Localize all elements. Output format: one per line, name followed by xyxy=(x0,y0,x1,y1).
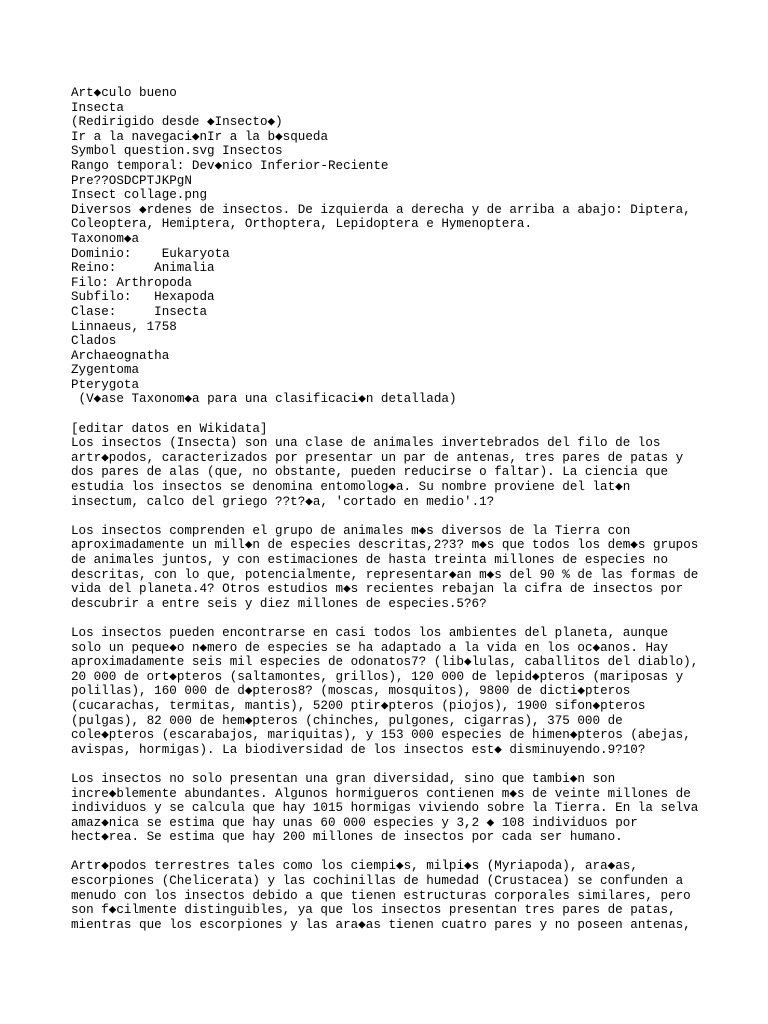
paragraph xyxy=(71,422,748,510)
paragraph-line: mientras que los escorpiones y las ara◆as tienen cuatro pares y no poseen antenas, xyxy=(71,917,691,932)
paragraph-line: Los insectos (Insecta) son una clase de animales invertebrados del filo de los xyxy=(71,436,661,451)
header-line: Zygentoma xyxy=(71,363,140,378)
article-body xyxy=(71,422,748,933)
paragraph-line: aproximadamente un mill◆n de especies descritas,2?3? m◆s que todos los dem◆s grupos xyxy=(71,538,699,553)
paragraph-line: hect◆rea. Se estima que hay 200 millones de insectos por cada ser humano. xyxy=(71,830,623,845)
paragraph-line: incre◆blemente abundantes. Algunos hormigueros contienen m◆s de veinte millones de xyxy=(71,786,691,801)
header-line: Clase: Insecta xyxy=(71,304,208,319)
paragraph-line: descritas, con lo que, potencialmente, representar◆an m◆s del 90 % de las formas de xyxy=(71,567,699,582)
paragraph xyxy=(71,859,748,932)
paragraph-line: (pulgas), 82 000 de hem◆pteros (chinches, pulgones, cigarras), 375 000 de xyxy=(71,713,623,728)
paragraph-line: individuos y se calcula que hay 1015 hormigas viviendo sobre la Tierra. En la selva xyxy=(71,801,699,816)
paragraph-line: descubrir a entre seis y diez millones de especies.5?6? xyxy=(71,596,487,611)
header-line: (V◆ase Taxonom◆a para una clasificaci◆n detallada) xyxy=(71,392,457,407)
header-line: Archaeognatha xyxy=(71,348,170,363)
paragraph-line: Los insectos pueden encontrarse en casi todos los ambientes del planeta, aunque xyxy=(71,625,669,640)
header-line: Rango temporal: Dev◆nico Inferior-Reciente xyxy=(71,158,389,173)
header-line: Art◆culo bueno xyxy=(71,86,177,100)
header-line: Diversos ◆rdenes de insectos. De izquierda a derecha y de arriba a abajo: Diptera, xyxy=(71,202,691,217)
paragraph-line: (cucarachas, termitas, mantis), 5200 ptir◆pteros (piojos), 1900 sifon◆pteros xyxy=(71,698,646,713)
paragraph-line: vida del planeta.4? Otros estudios m◆s recientes rebajan la cifra de insectos por xyxy=(71,582,684,597)
paragraph-line: son f◆cilmente distinguibles, ya que los insectos presentan tres pares de patas, xyxy=(71,903,676,918)
paragraph xyxy=(71,772,748,845)
paragraph-line: menudo con los insectos debido a que tienen estructuras corporales similares, pero xyxy=(71,888,691,903)
header-line: Clados xyxy=(71,334,117,349)
header-line: Reino: Animalia xyxy=(71,261,215,276)
paragraph-line: insectum, calco del griego ??t?◆a, 'cortado en medio'.1? xyxy=(71,494,495,509)
paragraph-line: Artr◆podos terrestres tales como los ciempi◆s, milpi◆s (Myriapoda), ara◆as, xyxy=(71,859,638,874)
header-line: Pterygota xyxy=(71,377,140,392)
paragraph-line: cole◆pteros (escarabajos, mariquitas), y 153 000 especies de himen◆pteros (abejas, xyxy=(71,728,691,743)
paragraph-line: Los insectos no solo presentan una gran diversidad, sino que tambi◆n son xyxy=(71,771,616,786)
paragraph xyxy=(71,524,748,612)
paragraph-line: 20 000 de ort◆pteros (saltamontes, grillos), 120 000 de lepid◆pteros (mariposas y xyxy=(71,669,684,684)
article-header xyxy=(71,86,748,407)
paragraph-line: de animales juntos, y con estimaciones de hasta treinta millones de especies no xyxy=(71,553,669,567)
paragraph-line: dos pares de alas (que, no obstante, pueden reducirse o faltar). La ciencia que xyxy=(71,465,669,480)
paragraph-line: aproximadamente seis mil especies de odonatos7? (lib◆lulas, caballitos del diablo), xyxy=(71,655,699,670)
paragraph-line: polillas), 160 000 de d◆pteros8? (moscas, mosquitos), 9800 de dicti◆pteros xyxy=(71,684,631,699)
header-line: Dominio: Eukaryota xyxy=(71,246,230,261)
header-line: Insect collage.png xyxy=(71,188,208,203)
paragraph-line: artr◆podos, caracterizados por presentar un par de antenas, tres pares de patas y xyxy=(71,450,684,465)
header-line: Insecta xyxy=(71,100,124,115)
paragraph-line: solo un peque◆o n◆mero de especies se ha adaptado a la vida en los oc◆anos. Hay xyxy=(71,640,669,655)
paragraph-line: amaz◆nica se estima que hay unas 60 000 especies y 3,2 ◆ 108 individuos por xyxy=(71,815,638,830)
paragraph-line: [editar datos en Wikidata] xyxy=(71,421,268,436)
header-line: Filo: Arthropoda xyxy=(71,275,192,290)
header-line: Coleoptera, Hemiptera, Orthoptera, Lepidoptera e Hymenoptera. xyxy=(71,217,533,232)
paragraph-line: Los insectos comprenden el grupo de animales m◆s diversos de la Tierra con xyxy=(71,523,631,538)
header-line: Pre??OSDCPTJKPgN xyxy=(71,173,192,188)
paragraph xyxy=(71,626,748,757)
header-line: Taxonom◆a xyxy=(71,231,140,246)
header-line: Symbol question.svg Insectos xyxy=(71,144,283,159)
paragraph-line: avispas, hormigas). La biodiversidad de los insectos est◆ disminuyendo.9?10? xyxy=(71,742,646,757)
header-line: Subfilo: Hexapoda xyxy=(71,290,215,305)
paragraph-line: escorpiones (Chelicerata) y las cochinillas de humedad (Crustacea) se confunden a xyxy=(71,874,684,889)
paragraph-line: estudia los insectos se denomina entomolog◆a. Su nombre proviene del lat◆n xyxy=(71,480,631,495)
header-line: Linnaeus, 1758 xyxy=(71,319,177,334)
header-line: (Redirigido desde ◆Insecto◆) xyxy=(71,115,283,130)
header-line: Ir a la navegaci◆nIr a la b◆squeda xyxy=(71,129,329,144)
